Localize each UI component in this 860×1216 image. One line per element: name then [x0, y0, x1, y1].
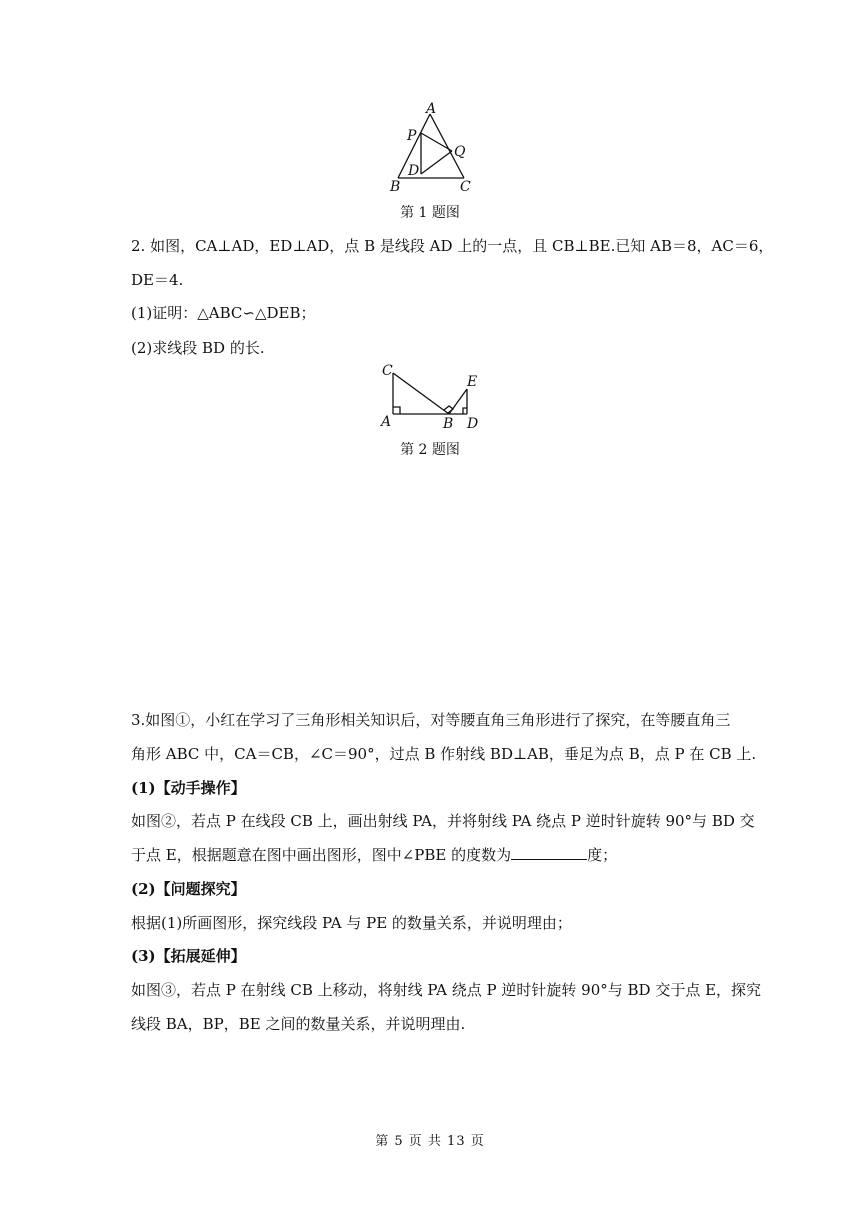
edge-pq: [421, 133, 452, 151]
problem-3-line-1: 3.如图①，小红在学习了三角形相关知识后，对等腰直角三角形进行了探究，在等腰直角三: [131, 711, 731, 729]
figure-1-caption: 第 1 题图: [400, 205, 460, 221]
problem-3-part-2-line: 根据(1)所画图形，探究线段 PA 与 PE 的数量关系，并说明理由；: [131, 914, 572, 932]
label-b: B: [390, 179, 401, 195]
label-c: C: [460, 179, 471, 195]
figure-2-diagram: [376, 360, 486, 434]
problem-3-part-3-title: (3)【拓展延伸】: [131, 947, 246, 965]
part-1-unit: 度；: [587, 846, 618, 864]
problem-3-part-2-title: (2)【问题探究】: [131, 880, 246, 898]
edge-cb: [393, 373, 449, 414]
label-d: D: [467, 416, 479, 432]
label-p: P: [407, 128, 417, 144]
label-c: C: [382, 363, 393, 379]
problem-3-part-3-line-2: 线段 BA，BP，BE 之间的数量关系，并说明理由.: [131, 1015, 466, 1033]
label-d: D: [408, 163, 420, 179]
problem-3-part-1-title: (1)【动手操作】: [131, 779, 246, 797]
problem-2-part-2: (2)求线段 BD 的长.: [131, 339, 265, 357]
label-a: A: [426, 101, 437, 117]
problem-2-line-1: 2. 如图，CA⊥AD，ED⊥AD，点 B 是线段 AD 上的一点，且 CB⊥BE.已知 AB＝8，AC＝6，: [131, 237, 774, 255]
problem-3-part-1-line-2: [131, 845, 617, 865]
problem-3-part-1-line-1: 如图②，若点 P 在线段 CB 上，画出射线 PA，并将射线 PA 绕点 P 逆时针旋转 90°与 BD 交: [131, 812, 755, 830]
problem-2-part-1: (1)证明：△ABC∽△DEB；: [131, 304, 316, 322]
label-q: Q: [454, 144, 466, 160]
right-angle-a: [393, 407, 400, 414]
page-number: 第 5 页 共 13 页: [375, 1134, 485, 1149]
label-a: A: [381, 414, 392, 430]
problem-3-line-2: 角形 ABC 中，CA＝CB，∠C＝90°，过点 B 作射线 BD⊥AB，垂足为点 B，点 P 在 CB 上.: [131, 745, 757, 763]
figure-1-diagram: [380, 100, 490, 196]
edge-dq: [421, 151, 452, 174]
label-b: B: [443, 416, 454, 432]
problem-2-line-2: DE＝4.: [131, 271, 184, 289]
answer-blank[interactable]: [511, 845, 587, 860]
label-e: E: [467, 374, 478, 390]
figure-2-caption: 第 2 题图: [400, 442, 460, 458]
part-1-prompt: 于点 E，根据题意在图中画出图形，图中∠PBE 的度数为: [131, 846, 512, 864]
problem-3-part-3-line-1: 如图③，若点 P 在射线 CB 上移动，将射线 PA 绕点 P 逆时针旋转 90°与 BD 交于点 E，探究: [131, 981, 762, 999]
